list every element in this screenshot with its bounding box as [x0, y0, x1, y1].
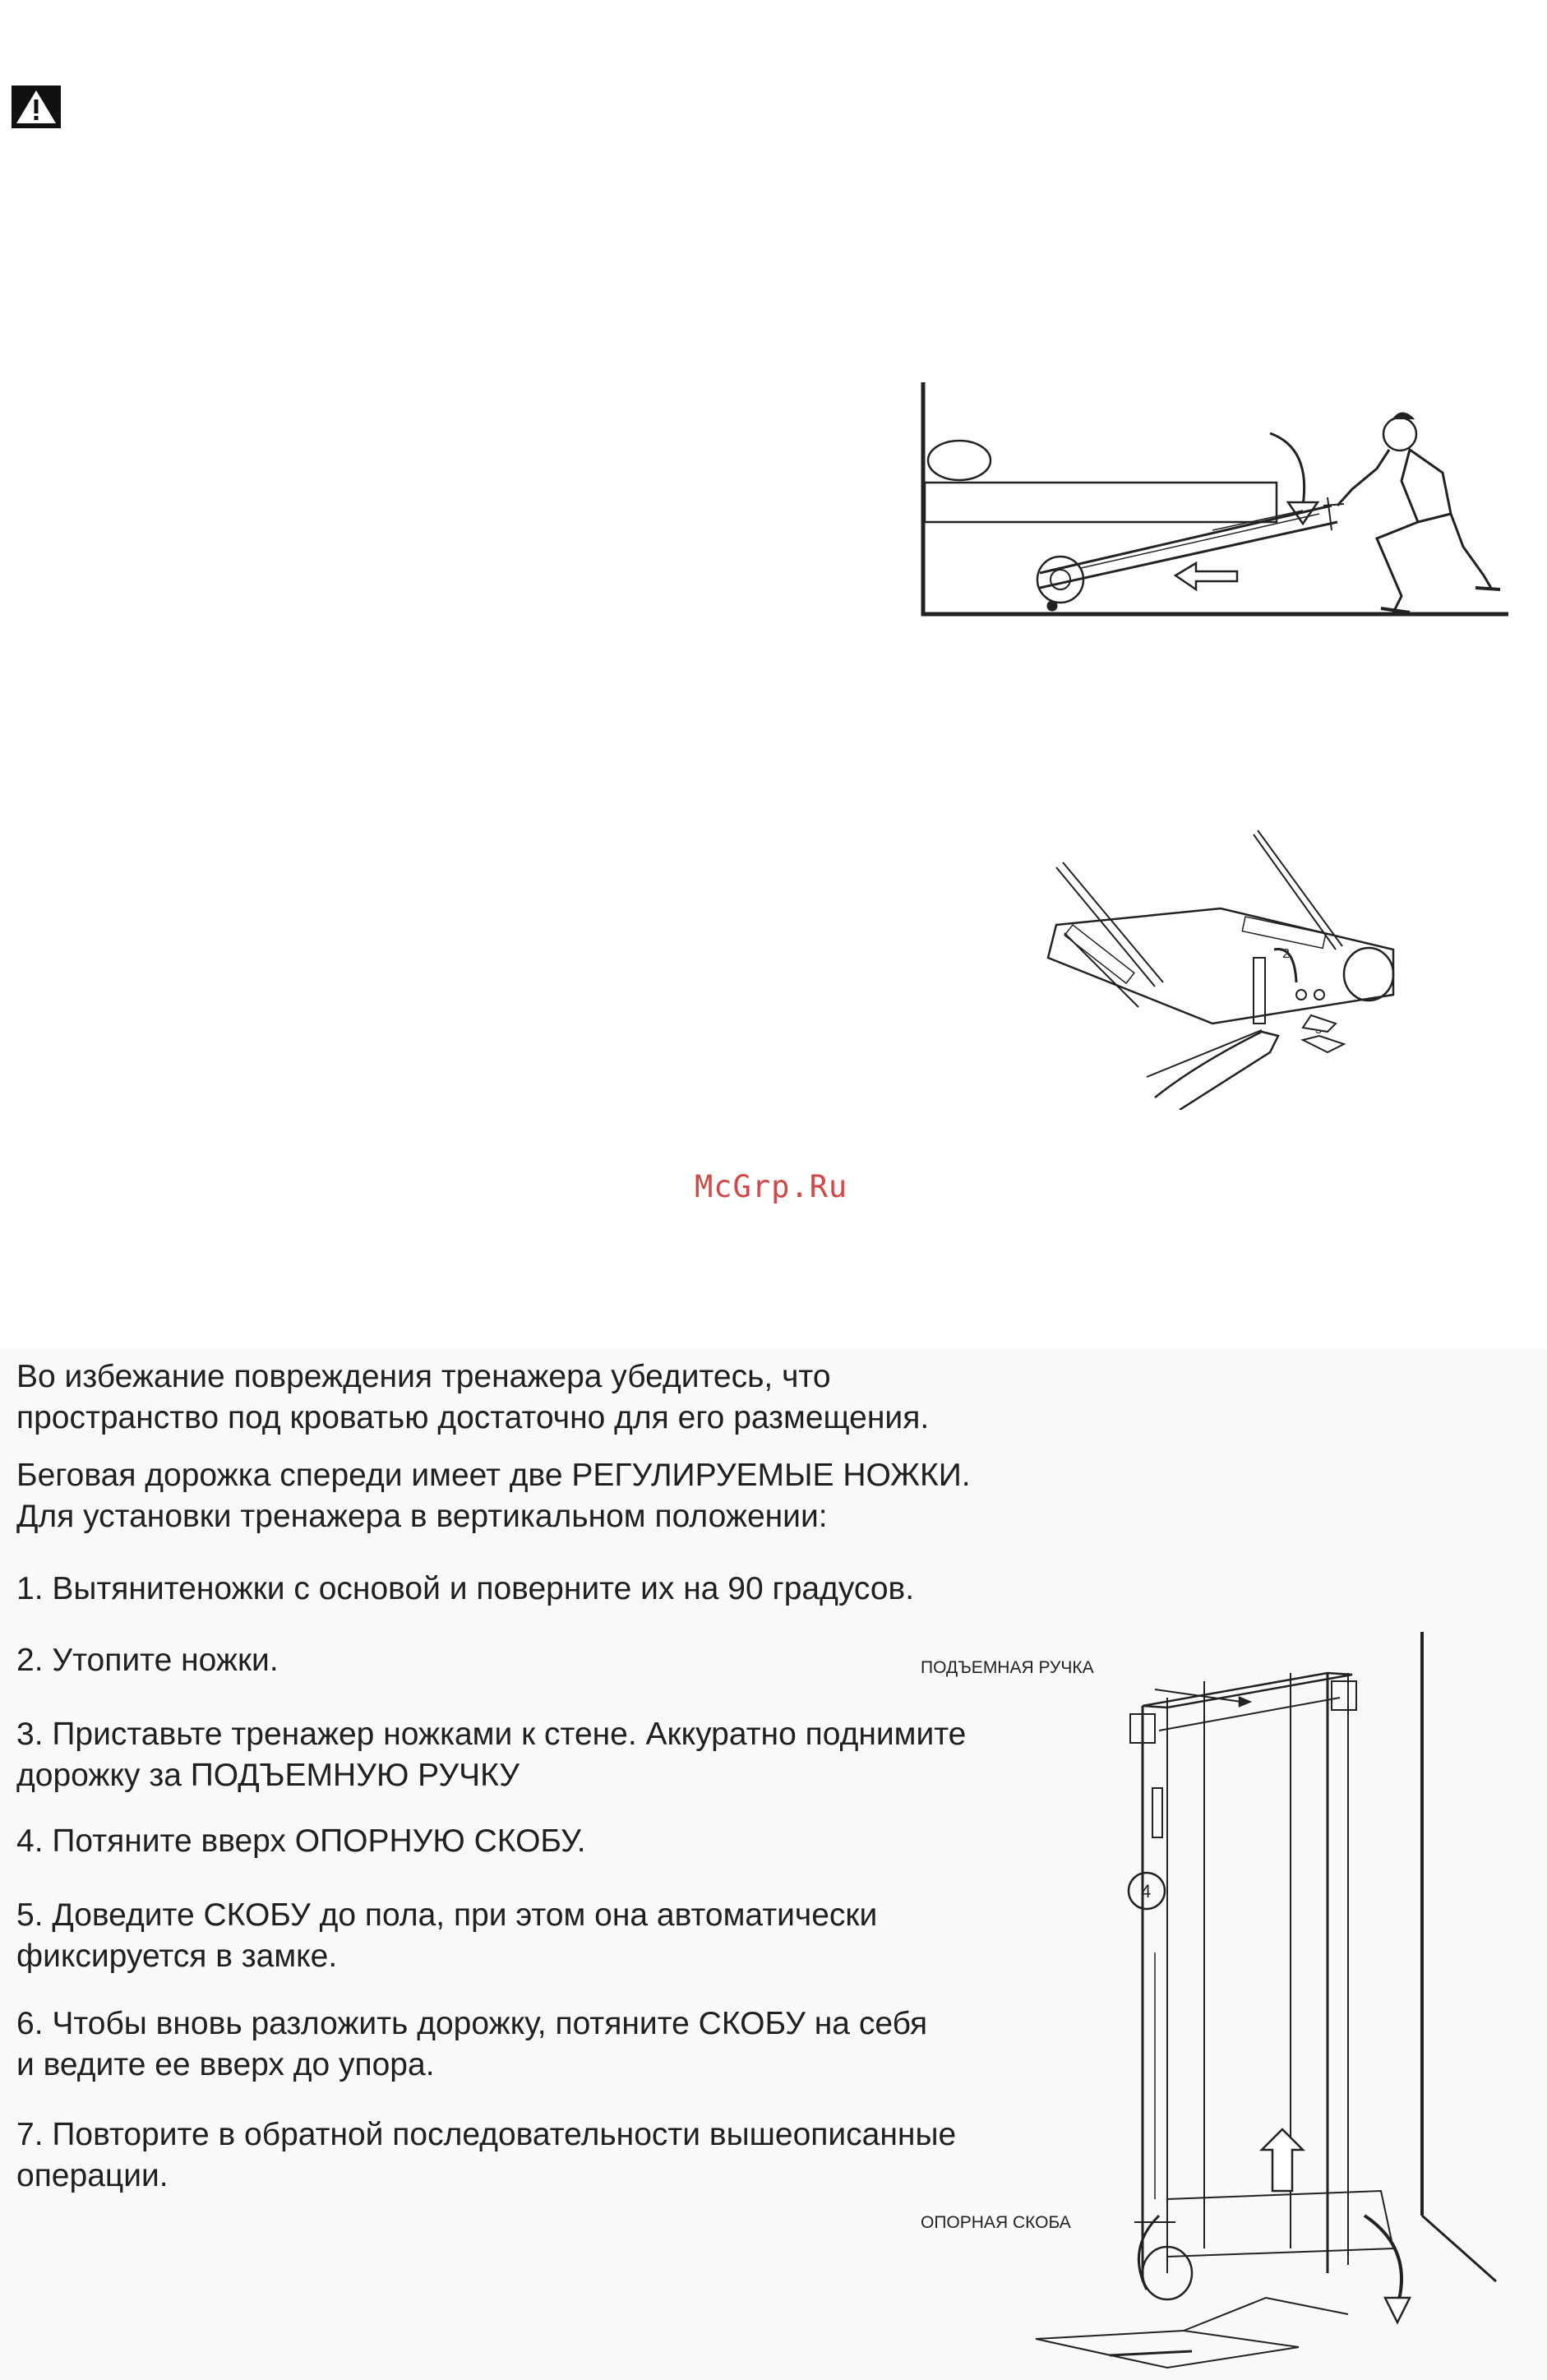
figure-treadmill-under-bed [917, 382, 1508, 621]
support-bracket-label: ОПОРНАЯ СКОБА [921, 2213, 1071, 2232]
step-6 [16, 2003, 927, 2086]
lift-handle-label: ПОДЪЕМНАЯ РУЧКА [921, 1658, 1094, 1677]
step-2 [16, 1640, 279, 1681]
intro-paragraph [16, 1356, 929, 1439]
step-4 [16, 1821, 586, 1862]
feet-paragraph [16, 1455, 971, 1537]
step-5 [16, 1895, 877, 1977]
step-5-line-1: 5. Доведите СКОБУ до пола, при этом она автоматически [16, 1897, 878, 1933]
step-3-line-1: 3. Приставьте тренажер ножками к стене. Аккуратно поднимите [16, 1717, 967, 1752]
fig2-marker-1: 2 [1282, 947, 1290, 961]
step-2-line-1: 2. Утопите ножки. [16, 1643, 279, 1678]
step-7 [16, 2114, 956, 2197]
watermark: McGrp.Ru [695, 1169, 848, 1204]
step-6-line-1: 6. Чтобы вновь разложить дорожку, потяните СКОБУ на себя [16, 2006, 928, 2041]
step-7-line-2: операции. [16, 2158, 169, 2193]
step-1 [16, 1569, 914, 1610]
feet-line-1: Беговая дорожка спереди имеет две РЕГУЛИРУЕМЫЕ НОЖКИ. [16, 1458, 971, 1493]
intro-line-2: пространство под кроватью достаточно для его размещения. [16, 1400, 930, 1435]
step-6-line-2: и ведите ее вверх до упора. [16, 2047, 435, 2082]
figure-treadmill-upright [921, 1624, 1529, 2380]
step-3 [16, 1714, 966, 1796]
step-1-line-1: 1. Вытянитеножки с основой и поверните их на 90 градусов. [16, 1571, 915, 1606]
intro-line-1: Во избежание повреждения тренажера убедитесь, что [16, 1359, 831, 1394]
step-4-line-1: 4. Потяните вверх ОПОРНУЮ СКОБУ. [16, 1823, 586, 1859]
warning-icon [12, 85, 61, 128]
feet-line-2: Для установки тренажера в вертикальном положении: [16, 1499, 828, 1534]
step-3-line-2: дорожку за ПОДЪЕМНУЮ РУЧКУ [16, 1758, 520, 1793]
step-5-line-2: фиксируется в замке. [16, 1939, 338, 1974]
step-marker-4: 4 [1141, 1881, 1152, 1902]
figure-adjustable-feet [1032, 826, 1443, 1110]
step-7-line-1: 7. Повторите в обратной последовательности вышеописанные [16, 2117, 957, 2152]
